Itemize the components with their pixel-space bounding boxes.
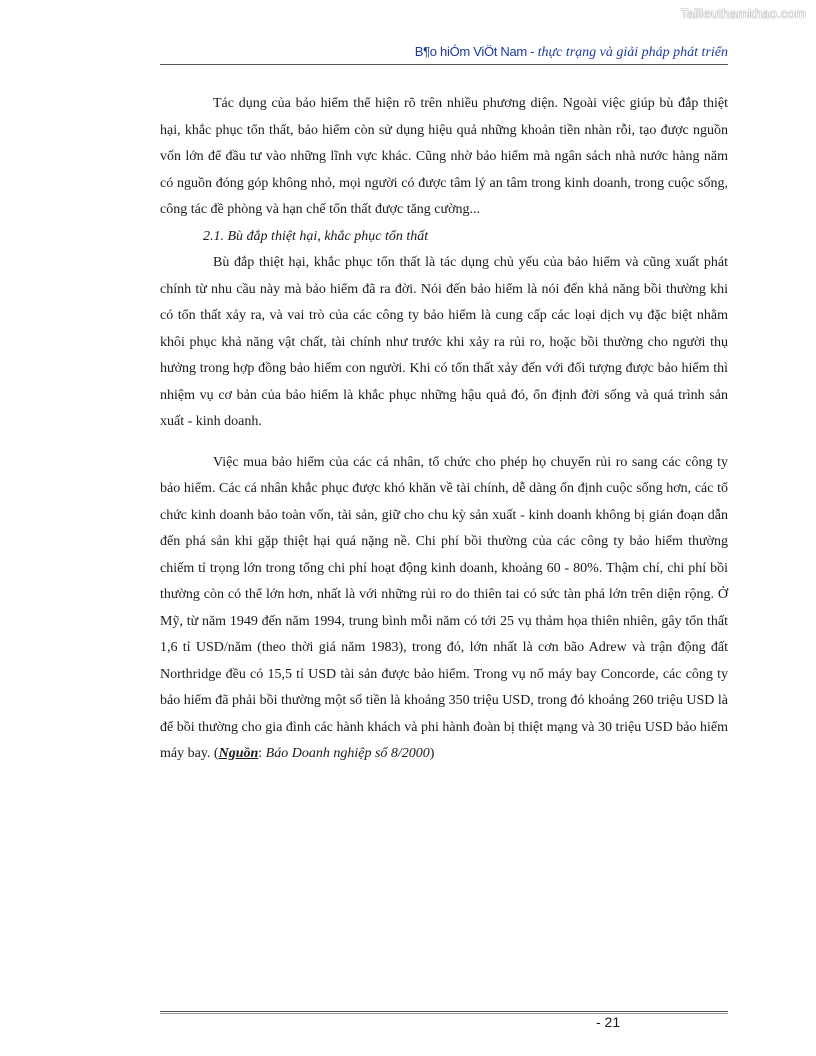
source-open: ( [213,746,219,761]
source-citation [214,746,435,761]
page-header [160,44,728,61]
source-text: Báo Doanh nghiệp số 8/2000 [265,746,430,761]
paragraph-intro: Tác dụng của bảo hiểm thể hiện rõ trên nhiều phương diện. Ngoài việc giúp bù đắp thiệt hại, khắc phục tổn thất, bảo hiểm còn sử dụng hiệu quả những khoản tiền nhàn rỗi, tạo được nguồn vốn lớn để đầu tư vào những lĩnh vực khác. Cũng nhờ bảo hiểm mà ngân sách nhà nước hàng năm có nguồn đóng góp không nhỏ, mọi người có được tâm lý an tâm trong kinh doanh, trong cuộc sống, công tác đề phòng và hạn chế tổn thất được tăng cường... [160,96,728,217]
page-number: - 21 [596,1014,621,1030]
paragraph-compensation: Bù đắp thiệt hại, khắc phục tổn thất là tác dụng chủ yếu của bảo hiểm và cũng xuất phát chính từ nhu cầu này mà bảo hiểm đã ra đời. Nói đến bảo hiểm là nói đến khả năng bồi thường khi có tổn thất xảy ra, và vai trò của các công ty bảo hiểm là cung cấp các loại dịch vụ đặc biệt nhằm khôi phục khả năng vật chất, tài chính như trước khi xảy ra rủi ro, hoặc bồi thường cho người thụ hưởng trong hợp đồng bảo hiểm con người. Khi có tổn thất xảy đến với đối tượng được bảo hiểm thì nhiệm vụ cơ bản của bảo hiểm là khắc phục những hậu quả đó, ổn định đời sống và quá trình sản xuất - kinh doanh. [160,255,728,429]
document-body [160,91,728,768]
source-close: ) [429,746,435,761]
footer-rule [160,1011,728,1012]
header-brand: B¶o hiÓm ViÖt Nam [414,44,527,59]
source-colon: : [258,746,266,761]
source-label: Nguồn [218,746,259,761]
header-rule [160,64,728,65]
paragraph-purchase [160,450,728,768]
header-separator: - [526,44,538,59]
watermark: Tailieuthamkhao.com [680,6,806,21]
section-heading: 2.1. Bù đắp thiệt hại, khắc phục tổn thất [203,228,429,244]
paragraph-purchase-text: Việc mua bảo hiểm của các cá nhân, tổ chức cho phép họ chuyển rủi ro sang các công ty bảo hiểm. Các cá nhân khắc phục được khó khăn về tài chính, dễ dàng ổn định cuộc sống hơn, các tổ chức kinh doanh bảo toàn vốn, tài sản, giữ cho chu kỳ sản xuất - kinh doanh không bị gián đoạn dẫn đến phá sản khi gặp thiệt hại quá nặng nề. Chi phí bồi thường của các công ty bảo hiểm thường chiếm tỉ trọng lớn trong tổng chi phí hoạt động kinh doanh, khoảng 60 - 80%. Thậm chí, chi phí bồi thường còn có thể lớn hơn, nhất là với những rủi ro do thiên tai có sức tàn phá lớn trên diện rộng. Ở Mỹ, từ năm 1949 đến năm 1994, trung bình mỗi năm có tới 25 vụ thảm họa thiên nhiên, gây tổn thất 1,6 tỉ USD/năm (theo thời giá năm 1983), trong đó, lớn nhất là cơn bão Adrew và trận động đất Northridge đều có 15,5 tỉ USD tài sản được bảo hiểm. Trong vụ nổ máy bay Concorde, các công ty bảo hiểm đã phải bồi thường một số tiền là khoảng 350 triệu USD, trong đó khoảng 260 triệu USD là để bồi thường cho gia đình các hành khách và phi hành đoàn bị thiệt mạng và 30 triệu USD bảo hiểm máy bay. [160,454,728,761]
footer-rule-secondary [160,1013,728,1014]
header-subtitle: thực trạng và giải pháp phát triển [537,45,728,60]
